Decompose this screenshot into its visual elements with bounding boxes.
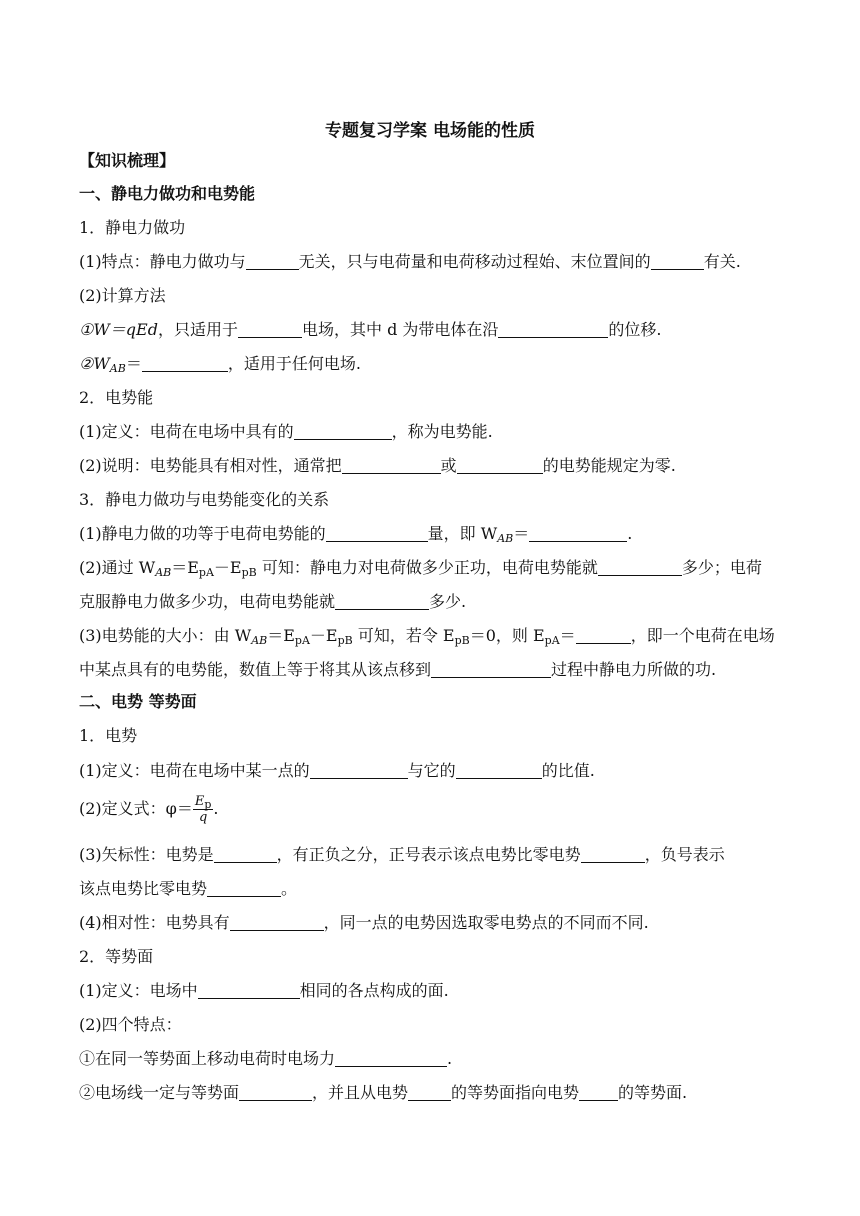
text: (1)定义：电荷在电场中某一点的 <box>79 761 310 780</box>
paragraph <box>79 624 775 648</box>
text: ，同一点的电势因选取零电势点的不同而不同. <box>323 913 649 932</box>
fill-blank[interactable] <box>581 844 645 863</box>
text: 的等势面指向电势 <box>451 1083 580 1102</box>
fill-blank[interactable] <box>431 659 551 678</box>
text: ＝0，则 E <box>469 626 545 645</box>
subsection-1-3: 3．静电力做功与电势能变化的关系 <box>79 490 330 509</box>
text: (2)说明：电势能具有相对性，通常把 <box>79 456 342 475</box>
fill-blank[interactable] <box>457 455 543 474</box>
text: ，只适用于 <box>157 320 238 339</box>
text: ＝ <box>513 524 530 543</box>
text: 的位移. <box>608 320 662 339</box>
text: 中某点具有的电势能，数值上等于将其从该点移到 <box>79 660 432 679</box>
paragraph <box>79 454 676 478</box>
paragraph <box>79 556 762 580</box>
text: (2)通过 W <box>79 558 156 577</box>
paragraph <box>79 420 493 444</box>
text: (1)静电力做的功等于电荷电势能的 <box>79 524 326 543</box>
paragraph <box>79 877 297 901</box>
fill-blank[interactable] <box>598 557 682 576</box>
subscript: AB <box>155 566 172 579</box>
paragraph <box>79 843 725 867</box>
paragraph <box>79 911 649 935</box>
paragraph <box>79 979 449 1003</box>
text: ，适用于任何电场. <box>227 354 361 373</box>
text: (1)特点：静电力做功与 <box>79 252 246 271</box>
text: (3)矢标性：电势是 <box>79 845 214 864</box>
text: 有关. <box>703 252 741 271</box>
fill-blank[interactable] <box>529 523 627 542</box>
text: 可知：静电力对电荷做多少正功，电荷电势能就 <box>256 558 598 577</box>
fill-blank[interactable] <box>198 980 300 999</box>
formula: ②W <box>79 354 110 373</box>
text: 相同的各点构成的面. <box>299 981 449 1000</box>
text: . <box>627 524 633 543</box>
fill-blank[interactable] <box>230 912 324 931</box>
paragraph: (2)计算方法 <box>79 286 166 305</box>
text: ，并且从电势 <box>312 1083 409 1102</box>
fraction <box>193 794 214 825</box>
text: ②电场线一定与等势面 <box>79 1083 240 1102</box>
fill-blank[interactable] <box>498 319 608 338</box>
text: . <box>447 1049 453 1068</box>
text: 或 <box>440 456 457 475</box>
paragraph <box>79 250 741 274</box>
subscript: AB <box>251 634 268 647</box>
subscript: AB <box>109 362 126 375</box>
fill-blank[interactable] <box>342 455 441 474</box>
paragraph <box>79 522 632 546</box>
text: ＝E <box>267 626 295 645</box>
subsection-1-1: 1．静电力做功 <box>79 218 186 237</box>
paragraph <box>79 658 716 682</box>
text: q <box>198 810 208 825</box>
fill-blank[interactable] <box>310 760 408 779</box>
subscript: pB <box>454 634 470 647</box>
fill-blank[interactable] <box>456 760 542 779</box>
subscript: p <box>204 798 212 811</box>
text: ①在同一等势面上移动电荷时电场力 <box>79 1049 336 1068</box>
page-title: 专题复习学案 电场能的性质 <box>325 121 535 141</box>
fill-blank[interactable] <box>335 1048 447 1067</box>
subscript: pA <box>198 566 214 579</box>
text: 多少. <box>429 592 467 611</box>
paragraph <box>79 1081 687 1105</box>
text: －E <box>213 558 242 577</box>
text: (2)定义式：φ＝ <box>79 799 193 818</box>
subscript: pB <box>337 634 353 647</box>
fill-blank[interactable] <box>239 1082 312 1101</box>
subscript: pA <box>294 634 310 647</box>
subsection-1-2: 2．电势能 <box>79 388 154 407</box>
section-heading-2: 二、电势 等势面 <box>79 692 197 711</box>
paragraph <box>79 759 595 783</box>
text: 量，即 W <box>427 524 498 543</box>
text: ，有正负之分，正号表示该点电势比零电势 <box>276 845 581 864</box>
text: 电场，其中 d 为带电体在沿 <box>301 320 499 339</box>
section-heading-1: 一、静电力做功和电势能 <box>79 184 256 203</box>
text: ，即一个电荷在电场 <box>630 626 775 645</box>
paragraph <box>79 318 662 342</box>
text: ＝E <box>171 558 199 577</box>
fill-blank[interactable] <box>335 591 429 610</box>
fill-blank[interactable] <box>214 844 277 863</box>
formula: ①W＝qEd <box>79 320 158 339</box>
fill-blank[interactable] <box>579 1082 618 1101</box>
text: 。 <box>281 879 298 898</box>
text: (1)定义：电场中 <box>79 981 198 1000</box>
fill-blank[interactable] <box>294 421 392 440</box>
text: 的比值. <box>541 761 595 780</box>
subsection-2-2: 2．等势面 <box>79 947 154 966</box>
paragraph <box>79 590 466 614</box>
text: －E <box>309 626 338 645</box>
text: ＝ <box>125 354 142 373</box>
paragraph <box>79 794 219 825</box>
fill-blank[interactable] <box>238 319 302 338</box>
subsection-2-1: 1．电势 <box>79 726 138 745</box>
fill-blank[interactable] <box>142 353 228 372</box>
text: ＝ <box>559 626 576 645</box>
fill-blank[interactable] <box>207 878 281 897</box>
fraction-numerator <box>193 794 214 810</box>
fill-blank[interactable] <box>651 251 704 270</box>
text: 该点电势比零电势 <box>79 879 208 898</box>
text: 可知，若令 E <box>352 626 455 645</box>
subscript: pB <box>241 566 257 579</box>
text: . <box>213 799 219 818</box>
section-tag: 【知识梳理】 <box>79 151 176 170</box>
text: 无关，只与电荷量和电荷移动过程始、末位置间的 <box>298 252 651 271</box>
text: 多少；电荷 <box>681 558 762 577</box>
fill-blank[interactable] <box>576 625 631 644</box>
text: E <box>194 794 205 809</box>
text: (1)定义：电荷在电场中具有的 <box>79 422 294 441</box>
text: (4)相对性：电势具有 <box>79 913 230 932</box>
paragraph <box>79 352 361 376</box>
fraction-denominator <box>193 810 214 825</box>
fill-blank[interactable] <box>326 523 428 542</box>
text: 过程中静电力所做的功. <box>551 660 717 679</box>
text: ，负号表示 <box>644 845 725 864</box>
fill-blank[interactable] <box>246 251 299 270</box>
paragraph: (2)四个特点： <box>79 1015 182 1034</box>
text: ，称为电势能. <box>391 422 493 441</box>
text: 的等势面. <box>618 1083 688 1102</box>
subscript: pA <box>544 634 560 647</box>
fill-blank[interactable] <box>408 1082 451 1101</box>
text: 的电势能规定为零. <box>542 456 676 475</box>
text: 与它的 <box>407 761 456 780</box>
subscript: AB <box>497 532 514 545</box>
paragraph <box>79 1047 452 1071</box>
text: 克服静电力做多少功，电荷电势能就 <box>79 592 336 611</box>
text: (3)电势能的大小：由 W <box>79 626 252 645</box>
